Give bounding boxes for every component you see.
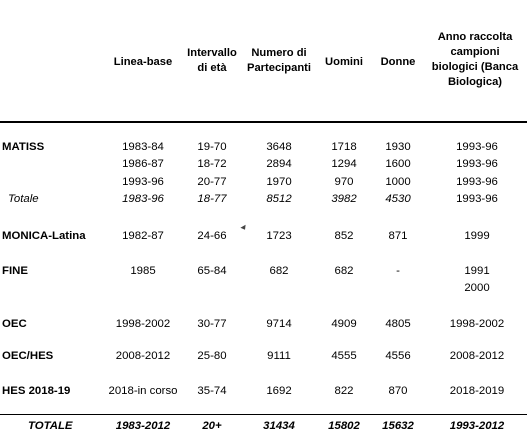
header-baseline: Linea-base (113, 56, 173, 68)
cell-baseline: 1998-2002 (115, 318, 171, 330)
cell-participants: 1723 (266, 230, 292, 242)
cell-women: 4530 (385, 193, 411, 205)
cell-age: 19-70 (197, 141, 227, 153)
cell-men: 1294 (331, 158, 357, 170)
cell-baseline: 2008-2012 (115, 350, 171, 362)
cell-men: 852 (334, 230, 354, 242)
cursor-mark-icon (240, 225, 247, 231)
cell-men: 4555 (331, 350, 357, 362)
cell-participants: 1692 (266, 385, 292, 397)
cell-biobank: 1993-96 (456, 176, 498, 188)
cell-biobank: 1999 (464, 230, 490, 242)
cell-biobank: 1998-2002 (449, 318, 505, 330)
cell-age: 25-80 (197, 350, 227, 362)
cell-women: 4805 (385, 318, 411, 330)
cell-baseline: 1983-2012 (115, 420, 171, 432)
cell-men: 1718 (331, 141, 357, 153)
cell-men: 15802 (328, 420, 360, 432)
header-rule (0, 121, 527, 123)
cell-baseline: 1985 (130, 265, 156, 277)
cell-biobank: 1991 (464, 265, 490, 277)
cell-participants: 31434 (263, 420, 295, 432)
row-label-matiss: MATISS (2, 141, 45, 153)
cell-participants: 682 (269, 265, 289, 277)
row-label-totale: TOTALE (28, 420, 73, 432)
cell-baseline: 1993-96 (122, 176, 164, 188)
row-label-hes-2018-19: HES 2018-19 (2, 385, 71, 397)
cell-age: 24-66 (197, 230, 227, 242)
cell-participants: 9714 (266, 318, 292, 330)
cell-baseline: 2018-in corso (108, 385, 178, 397)
cell-men: 822 (334, 385, 354, 397)
cell-participants: 2894 (266, 158, 292, 170)
cell-biobank: 2000 (464, 282, 490, 294)
cell-participants: 8512 (266, 193, 292, 205)
cell-biobank: 1993-96 (456, 158, 498, 170)
cell-women: 1000 (385, 176, 411, 188)
cell-men: 970 (334, 176, 354, 188)
cell-women: 871 (388, 230, 408, 242)
cell-biobank: 1993-96 (456, 193, 498, 205)
cell-biobank: 1993-96 (456, 141, 498, 153)
cell-baseline: 1983-96 (122, 193, 164, 205)
row-label-oec-hes: OEC/HES (2, 350, 54, 362)
cell-age: 30-77 (197, 318, 227, 330)
cell-biobank: 2008-2012 (449, 350, 505, 362)
total-rule (0, 414, 527, 415)
cell-biobank: 1993-2012 (449, 420, 505, 432)
cell-participants: 1970 (266, 176, 292, 188)
row-label-monica-latina: MONICA-Latina (2, 230, 86, 242)
cell-women: 1930 (385, 141, 411, 153)
cell-men: 3982 (331, 193, 357, 205)
cell-baseline: 1986-87 (122, 158, 164, 170)
row-label-fine: FINE (2, 265, 28, 277)
cell-age: 65-84 (197, 265, 227, 277)
cell-women: 870 (388, 385, 408, 397)
cell-women: 1600 (385, 158, 411, 170)
header-biobank: Anno raccolta campioni biologici (Banca Biologica) (431, 31, 519, 88)
cell-age: 18-77 (197, 193, 227, 205)
cell-age: 20+ (202, 420, 222, 432)
cell-baseline: 1982-87 (122, 230, 164, 242)
cell-men: 682 (334, 265, 354, 277)
cell-biobank: 2018-2019 (449, 385, 505, 397)
header-women: Donne (380, 56, 416, 68)
cell-participants: 3648 (266, 141, 292, 153)
cell-participants: 9111 (267, 350, 291, 362)
cell-baseline: 1983-84 (122, 141, 164, 153)
cell-women: 15632 (382, 420, 414, 432)
header-age-range: Intervallo di età (187, 47, 237, 74)
header-men: Uomini (325, 56, 363, 68)
cell-women: - (396, 265, 400, 277)
cell-age: 35-74 (197, 385, 227, 397)
row-label-oec: OEC (2, 318, 27, 330)
cell-women: 4556 (385, 350, 411, 362)
header-participants: Numero di Partecipanti (246, 47, 312, 74)
cell-age: 18-72 (197, 158, 227, 170)
cell-men: 4909 (331, 318, 357, 330)
cell-age: 20-77 (197, 176, 227, 188)
row-label-totale-matiss: Totale (8, 193, 39, 205)
